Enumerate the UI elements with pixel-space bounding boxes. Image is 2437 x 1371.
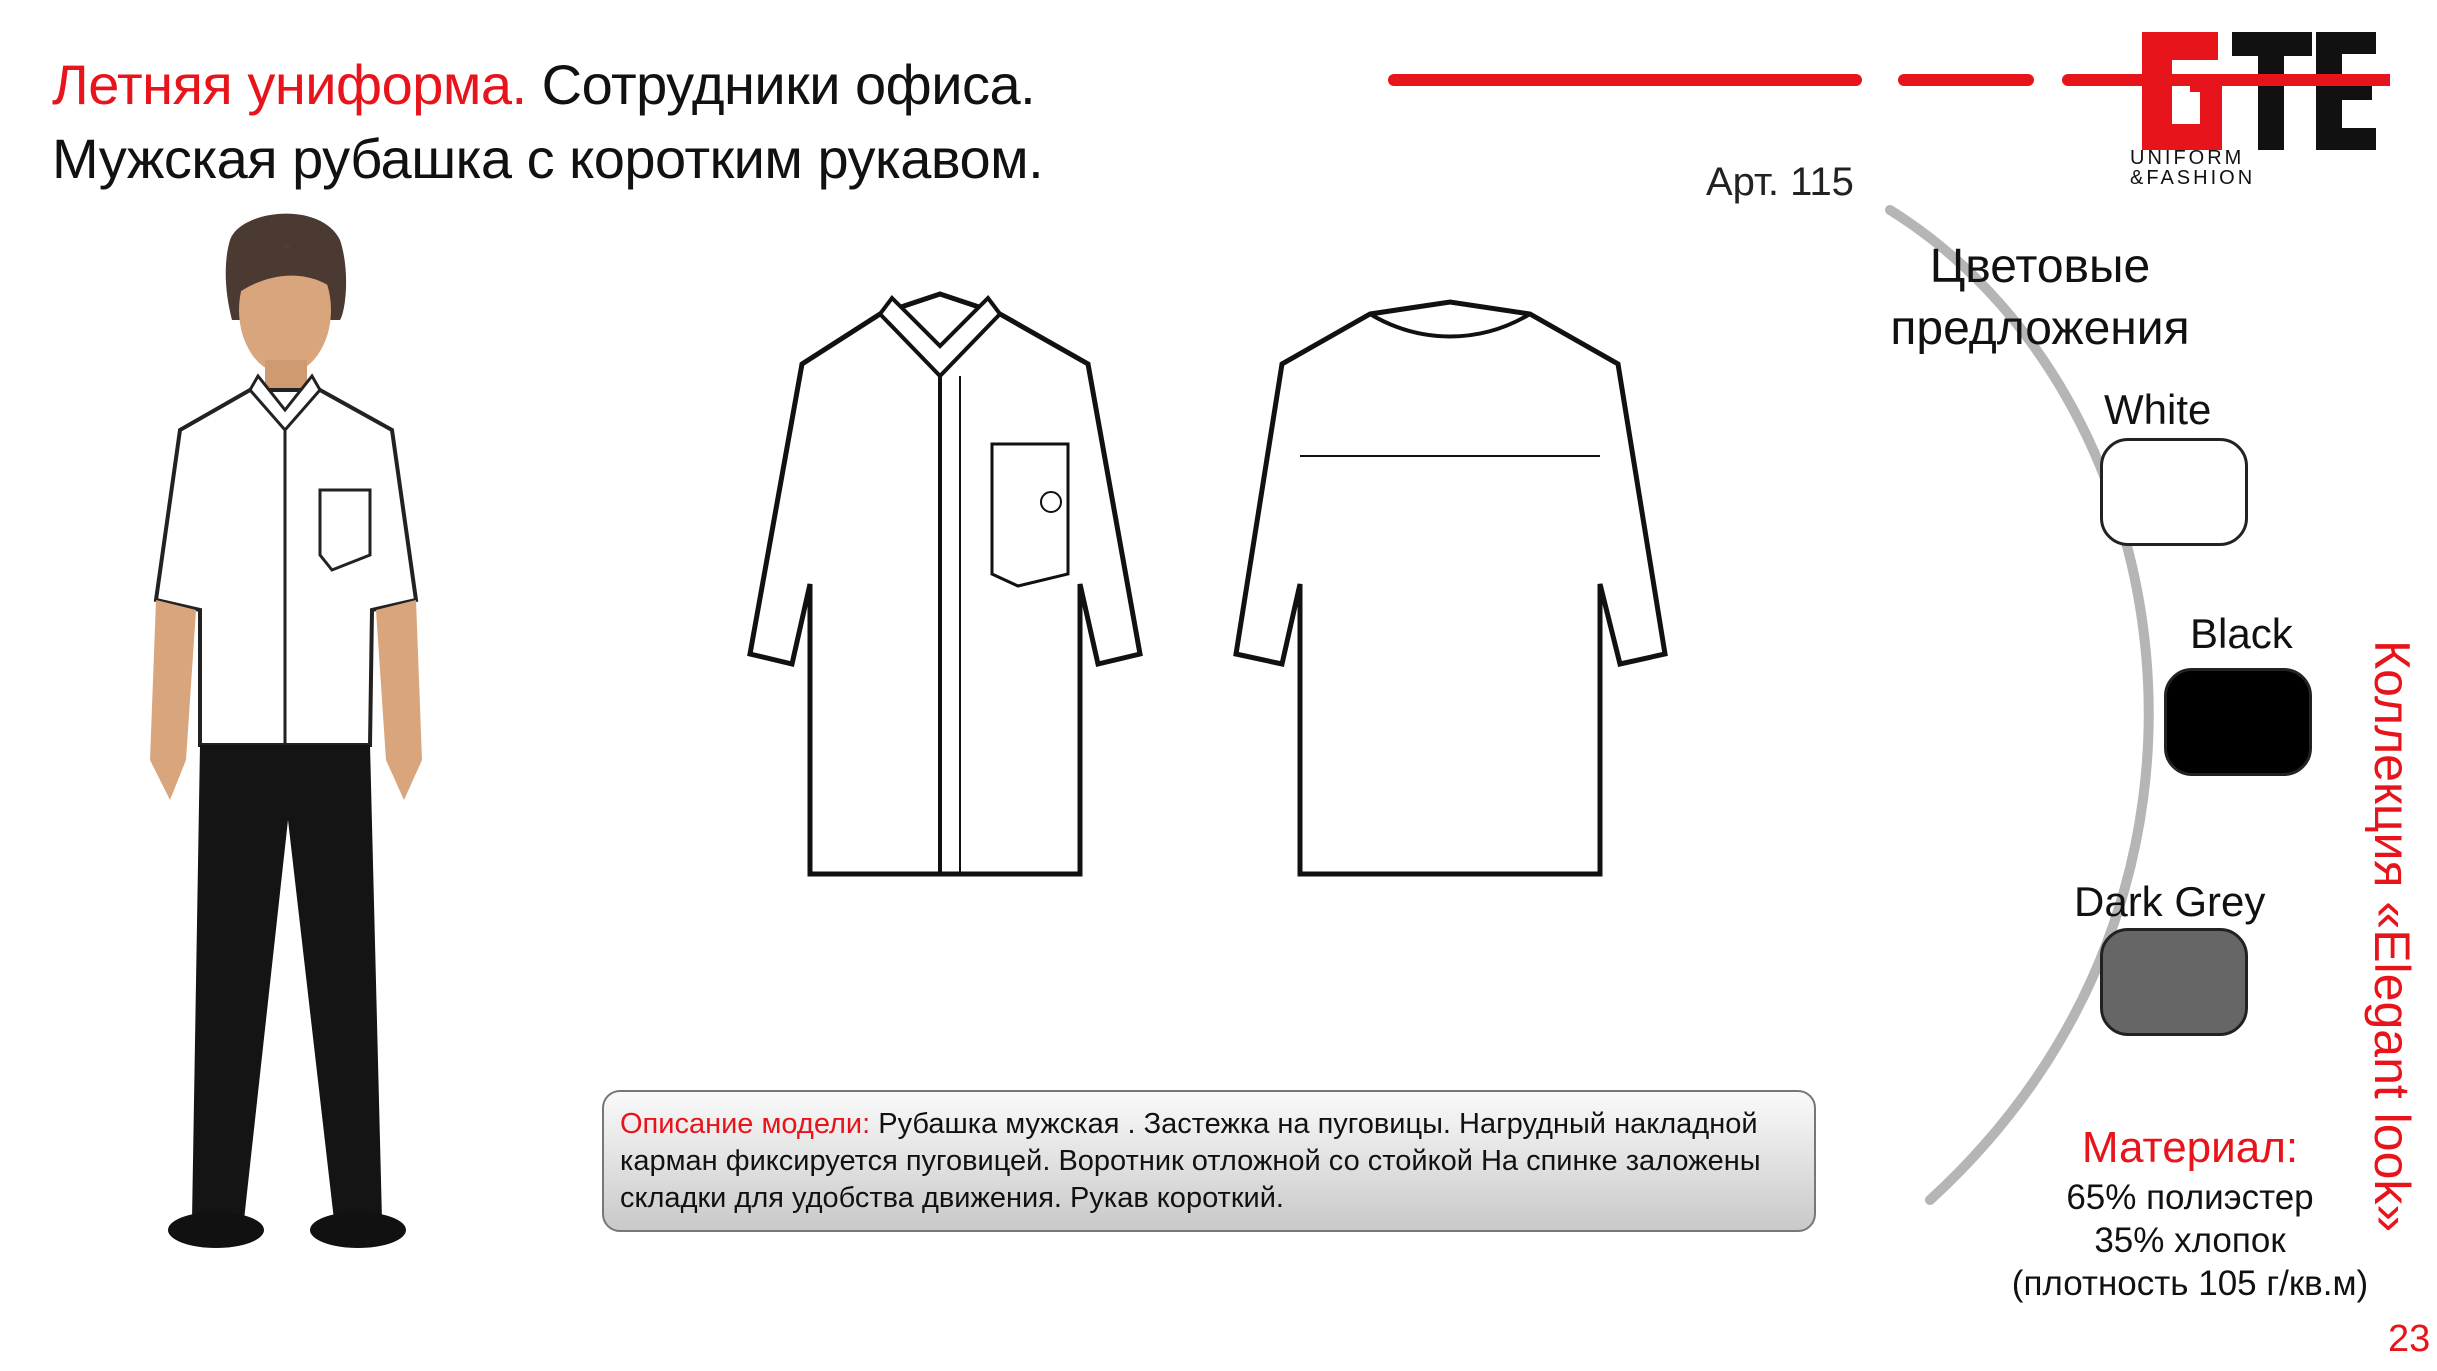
swatch-label-black: Black	[2190, 610, 2293, 657]
material-line2: 35% хлопок	[2094, 1221, 2286, 1260]
swatch-label-dark-grey: Dark Grey	[2074, 878, 2266, 925]
material-title: Материал:	[2081, 1123, 2299, 1172]
colors-heading-line2: предложения	[1890, 302, 2190, 355]
model-description	[602, 1090, 1816, 1232]
page-number: 23	[2388, 1318, 2431, 1360]
collection-label	[2355, 640, 2435, 1240]
description-label: Описание модели:	[620, 1108, 871, 1140]
shirt-back-sketch	[1220, 284, 1680, 904]
swatch-dark-grey	[2100, 928, 2248, 1036]
swatch-white	[2100, 438, 2248, 546]
material-line3: (плотность 105 г/кв.м)	[2011, 1264, 2369, 1303]
colors-heading	[1870, 236, 2210, 360]
header-line-1	[1388, 74, 1862, 86]
title-line1: Сотрудники офиса.	[526, 53, 1036, 116]
swatch-label-white: White	[2104, 386, 2212, 433]
logo-sub-2: &FASHION	[2130, 167, 2256, 189]
material-line1: 65% полиэстер	[2066, 1178, 2314, 1217]
title-highlight: Летняя униформа.	[52, 53, 527, 116]
description-text: Рубашка мужская . Застежка на пуговицы. Нагрудный накладной карман фиксируется пуговицей. Воротник отложной со стойкой На спинке заложены складки для удобства движения. Рукав короткий.	[620, 1108, 1761, 1214]
article-number: Арт. 115	[1706, 160, 1854, 204]
page-title	[52, 48, 1043, 196]
swatch-black	[2164, 668, 2312, 776]
title-line2: Мужская рубашка с коротким рукавом.	[52, 127, 1044, 190]
logo-sub-1: UNIFORM	[2130, 147, 2245, 169]
colors-heading-line1: Цветовые	[1929, 240, 2151, 293]
shirt-front-sketch	[730, 284, 1170, 904]
header-line-2	[1898, 74, 2034, 86]
collection-text: Коллекция «Elegant look»	[2364, 640, 2420, 1233]
model-figure-illustration	[120, 200, 480, 1320]
gtex-logo	[2050, 14, 2390, 194]
material-block	[1990, 1120, 2390, 1305]
